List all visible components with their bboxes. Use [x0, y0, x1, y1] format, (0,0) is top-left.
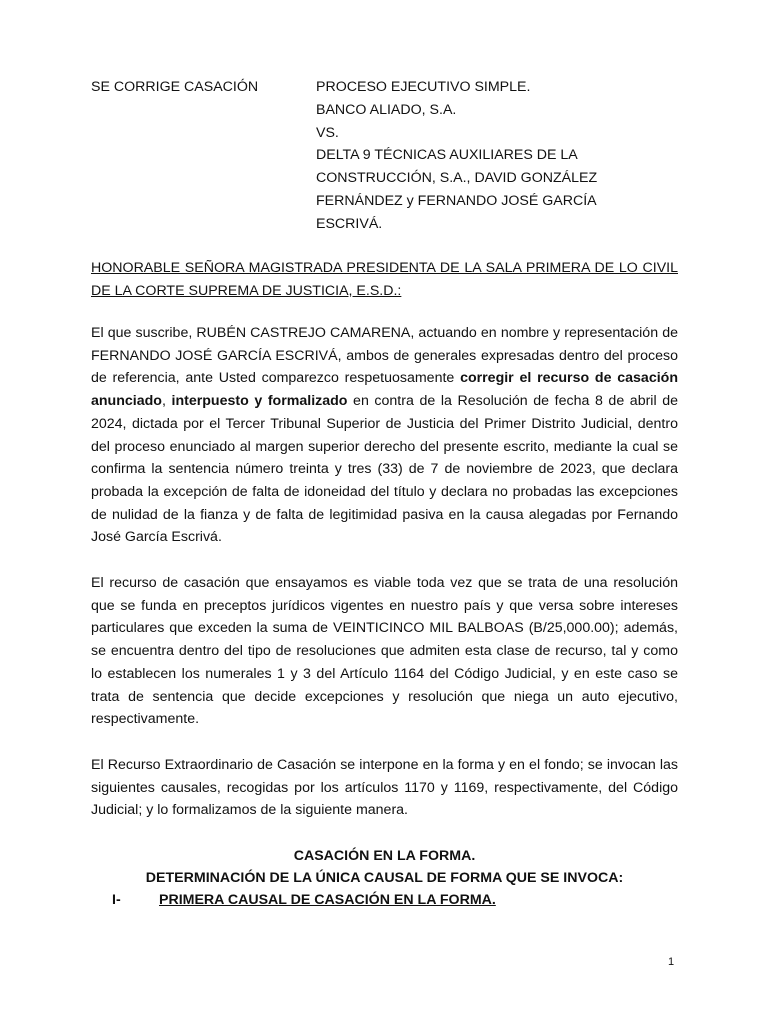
- page-number: 1: [668, 956, 675, 968]
- paragraph-text: ,: [161, 393, 172, 410]
- caption-line: CONSTRUCCIÓN, S.A., DAVID GONZÁLEZ: [316, 170, 598, 187]
- caption-line: VS.: [316, 124, 339, 141]
- paragraph-introduction: [91, 322, 678, 549]
- paragraph-viability: El recurso de casación que ensayamos es viable toda vez que se trata de una resolución que se funda en preceptos jurídicos vigentes en nuestro país y que versa sobre intereses particulares que exceden la suma de VEINTICINCO MIL BALBOAS (B/25,000.00); además, se encuentra dentro del tipo de resoluciones que admiten esta clase de recurso, tal y como lo establecen los numerales 1 y 3 del Artículo 1164 del Código Judicial, y en este caso se trata de sentencia que decide excepciones y resolución que niega un auto ejecutivo, respectivamente.: [91, 575, 678, 728]
- case-caption: [316, 76, 678, 236]
- causal-number: I-: [112, 892, 121, 908]
- caption-line: FERNÁNDEZ y FERNANDO JOSÉ GARCÍA: [316, 192, 597, 209]
- paragraph-causales: El Recurso Extraordinario de Casación se interpone en la forma y en el fondo; se invocan las siguientes causales, recogidas por los artículos 1170 y 1169, respectivamente, del Código Judicial; y lo formalizamos de la siguiente manera.: [91, 757, 678, 819]
- subsection-title: DETERMINACIÓN DE LA ÚNICA CAUSAL DE FORMA QUE SE INVOCA:: [145, 870, 624, 886]
- section-title: CASACIÓN EN LA FORMA.: [293, 848, 476, 864]
- paragraph-bold-text: interpuesto y formalizado: [171, 393, 348, 410]
- caption-line: BANCO ALIADO, S.A.: [316, 101, 457, 118]
- caption-line: PROCESO EJECUTIVO SIMPLE.: [316, 79, 531, 95]
- paragraph-bold-text: corregir el recurso de casación anunciado: [91, 370, 678, 410]
- caption-line: DELTA 9 TÉCNICAS AUXILIARES DE LA: [316, 147, 578, 164]
- caption-line: ESCRIVÁ.: [316, 215, 383, 232]
- paragraph-text: en contra de la Resolución de fecha 8 de abril de 2024, dictada por el Tercer Tribunal Superior de Justicia del Primer Distrito Judicial, dentro del proceso enunciado al margen superior derecho del presente escrito, mediante la cual se confirma la sentencia número treinta y tres (33) de 7 de noviembre de 2023, que declara probada la excepción de falta de idoneidad del título y declara no probadas las excepciones de nulidad de la fianza y de falta de legitimidad pasiva en la causa alegadas por Fernando José García Escrivá.: [91, 393, 678, 546]
- paragraph-text: El que suscribe, RUBÉN CASTREJO CAMARENA, actuando en nombre y representación de FERNANDO JOSÉ GARCÍA ESCRIVÁ, ambos de generales expresadas dentro del proceso de referencia, ante Usted comparezco respetuosamente: [91, 325, 678, 387]
- heading-left-label: SE CORRIGE CASACIÓN: [91, 79, 259, 95]
- causal-label: PRIMERA CAUSAL DE CASACIÓN EN LA FORMA.: [159, 892, 496, 908]
- court-address: HONORABLE SEÑORA MAGISTRADA PRESIDENTA DE LA SALA PRIMERA DE LO CIVIL DE LA CORTE SUPREMA DE JUSTICIA, E.S.D.:: [91, 260, 678, 299]
